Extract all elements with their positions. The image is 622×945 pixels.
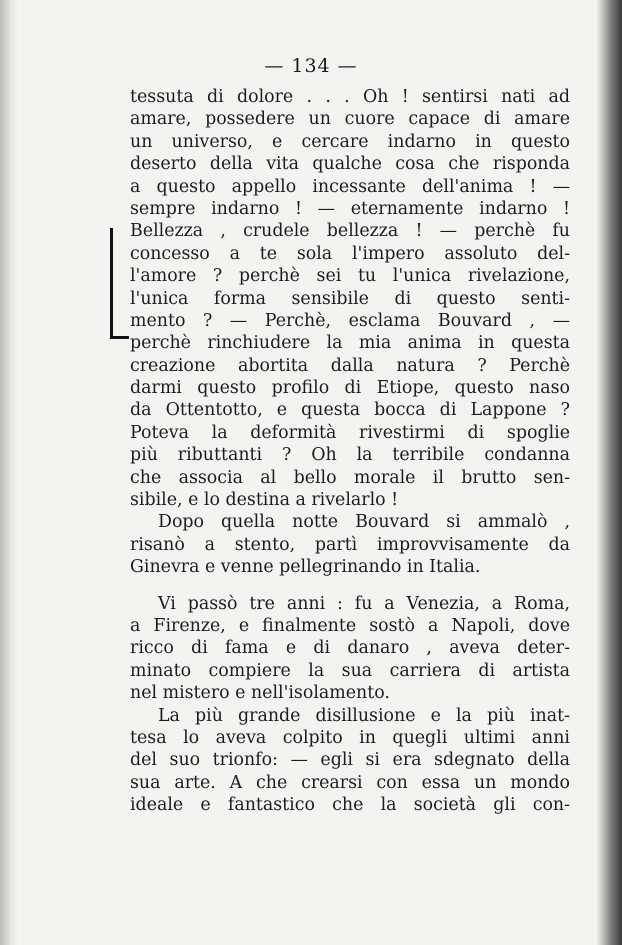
text-line: ideale e fantastico che la società gli con- [130, 795, 570, 816]
paragraph-3 [130, 593, 570, 705]
text-line: l'amore ? perchè sei tu l'unica rivelazione, [130, 266, 570, 287]
text-line: Vi passò tre anni : fu a Venezia, a Roma, [158, 593, 570, 614]
text-line: mento ? — Perchè, esclama Bouvard , — [130, 310, 570, 331]
text-line: risanò a stento, partì improvvisamente da [130, 534, 570, 555]
text-line: creazione abortita dalla natura ? Perchè [130, 355, 570, 376]
text-line: a questo appello incessante dell'anima ! — [130, 176, 570, 197]
page-right-edge [596, 0, 622, 945]
text-line: Dopo quella notte Bouvard si ammalò , [158, 512, 570, 533]
text-line: a Firenze, e finalmente sostò a Napoli, dove [130, 615, 570, 636]
paragraph-gap [130, 579, 570, 593]
text-body [130, 86, 570, 817]
text-line: l'unica forma sensibile di questo senti- [130, 288, 570, 309]
text-line: amare, possedere un cuore capace di amare [130, 109, 570, 130]
text-line: un universo, e cercare indarno in questo [130, 131, 570, 152]
text-line: Ginevra e venne pellegrinando in Italia. [130, 557, 481, 578]
text-line: Poteva la deformità rivestirmi di spoglie [130, 422, 570, 443]
text-line: perchè rinchiudere la mia anima in questa [130, 333, 570, 354]
page-number: — 134 — [264, 55, 358, 77]
text-line: sibile, e lo destina a rivelarlo ! [130, 490, 399, 511]
text-line: deserto della vita qualche cosa che risponda [130, 154, 570, 175]
text-line: minato compiere la sua carriera di artista [130, 660, 570, 681]
margin-bracket-mark [110, 228, 129, 339]
paragraph-2 [130, 511, 570, 578]
text-line: tesa lo aveva colpito in quegli ultimi anni [130, 727, 570, 748]
text-line: ricco di fama e di danaro , aveva deter- [130, 638, 570, 659]
text-line: che associa al bello morale il brutto sen- [130, 467, 570, 488]
text-line: più ributtanti ? Oh la terribile condanna [130, 445, 570, 466]
text-line: darmi questo profilo di Etiope, questo naso [130, 378, 570, 399]
paragraph-4 [130, 705, 570, 817]
text-line: sempre indarno ! — eternamente indarno ! [130, 198, 570, 219]
page-left-edge [0, 0, 18, 945]
text-line: del suo trionfo: — egli si era sdegnato della [130, 750, 570, 771]
text-line: sua arte. A che crearsi con essa un mondo [130, 772, 570, 793]
text-line: tessuta di dolore . . . Oh ! sentirsi nati ad [130, 87, 570, 107]
text-line: La più grande disillusione e la più inat- [158, 705, 570, 726]
text-line: nel mistero e nell'isolamento. [130, 683, 390, 704]
text-line: da Ottentotto, e questa bocca di Lappone ? [130, 400, 570, 421]
paragraph-1 [130, 86, 570, 511]
text-line: concesso a te sola l'impero assoluto del- [130, 243, 570, 264]
text-line: Bellezza , crudele bellezza ! — perchè fu [130, 221, 570, 242]
